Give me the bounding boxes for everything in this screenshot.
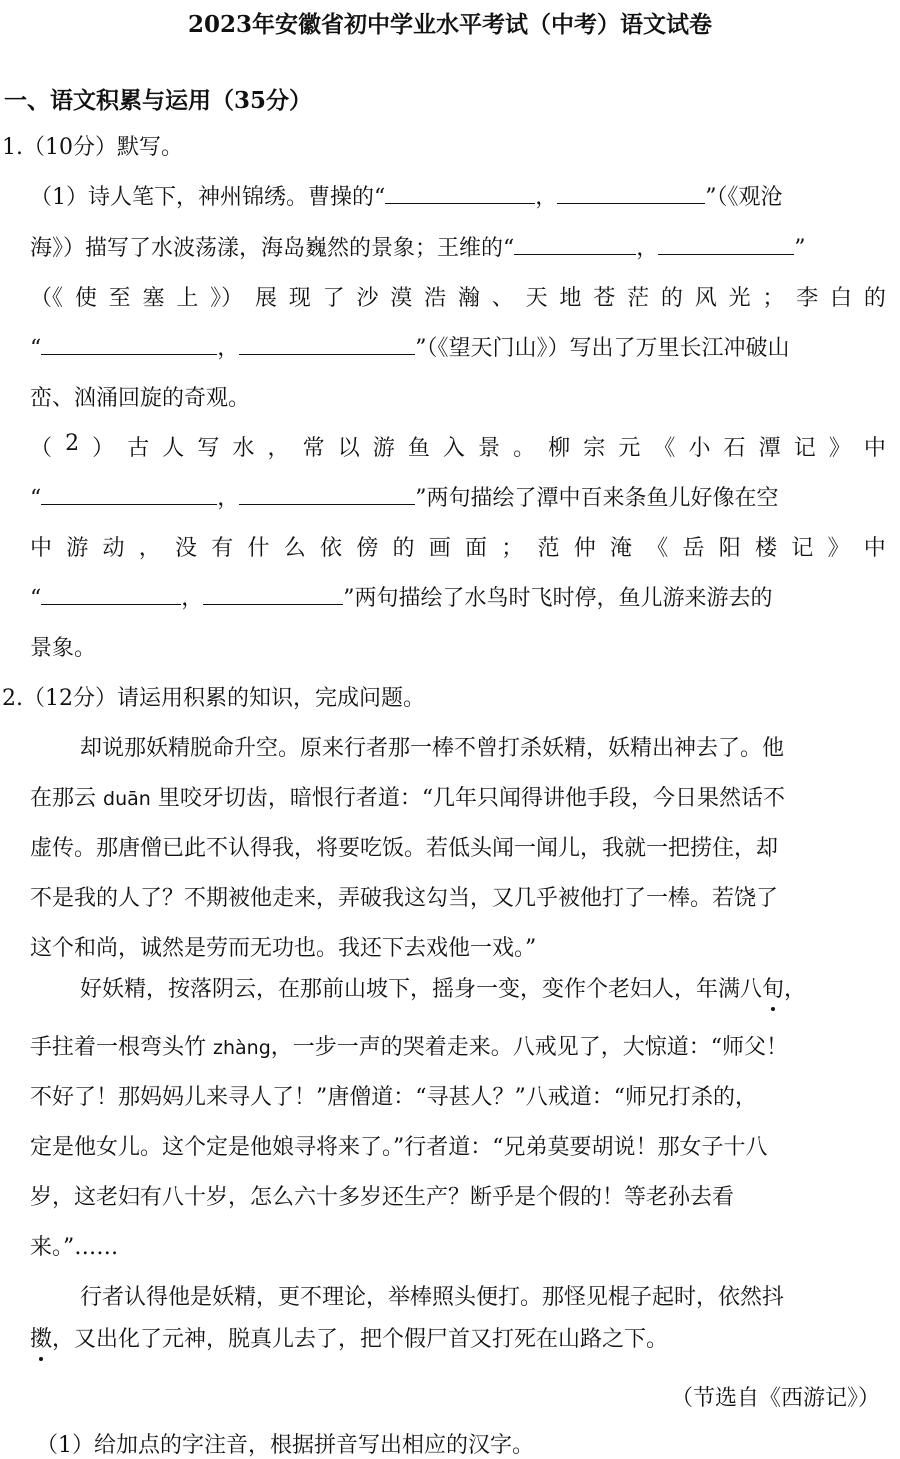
q1-line-9: “ ， ”两句描绘了水鸟时飞时停，鱼儿游来游去的: [30, 586, 773, 611]
dotted-character: 擞: [30, 1327, 53, 1352]
text-segment: 淹: [610, 536, 633, 561]
passage-line: 手拄着一根弯头竹 zhàng，一步一声的哭着走来。八戒见了，大惊道：“师父！: [30, 1035, 789, 1060]
text-segment: 楼: [755, 536, 778, 561]
text-segment: 常: [302, 436, 325, 461]
text-segment: 的: [863, 286, 886, 311]
text-segment: 潭: [758, 436, 781, 461]
text-segment: 上: [176, 286, 199, 311]
text-segment: 的: [660, 286, 683, 311]
page-title: 2023年安徽省初中学业水平考试（中考）语文试卷: [187, 11, 712, 38]
q1-line-3: [30, 281, 886, 312]
text-segment: 柳: [548, 436, 571, 461]
text-segment: 么: [283, 536, 306, 561]
text-segment: 的: [392, 536, 415, 561]
passage-line: 不是我的人了？不期被他走来，弄破我这勾当，又几乎被他打了一棒。若饶了: [30, 886, 779, 911]
text-segment: 仲: [573, 536, 596, 561]
text-segment: 浩: [424, 286, 447, 311]
answer-blank[interactable]: [203, 586, 343, 605]
text-segment: ；: [762, 286, 785, 311]
text-segment: 以: [337, 436, 360, 461]
passage-line: 虚传。那唐僧已此不认得我，将要吃饭。若低头闻一闻儿，我就一把捞住，却: [30, 836, 779, 861]
text-segment: 有: [211, 536, 234, 561]
text-segment: 光: [728, 286, 751, 311]
answer-blank[interactable]: [557, 185, 705, 204]
text-segment: 石: [723, 436, 746, 461]
text-segment: 中: [863, 536, 886, 561]
text-segment: 动: [102, 536, 125, 561]
text-segment: （: [30, 436, 53, 461]
text-segment: ，: [138, 536, 161, 561]
answer-blank[interactable]: [41, 586, 181, 605]
text-segment: 画: [428, 536, 451, 561]
text-segment: 范: [537, 536, 560, 561]
section-heading: 一、语文积累与运用（35分）: [4, 87, 313, 114]
text-segment: 漠: [390, 286, 413, 311]
answer-blank[interactable]: [385, 185, 535, 204]
text-segment: 》）: [210, 286, 244, 311]
passage-line: 擞，又出化了元神，脱真儿去了，把个假尸首又打死在山路之下。: [30, 1327, 669, 1352]
text-segment: 记: [793, 436, 816, 461]
text-segment: 阳: [718, 536, 741, 561]
passage-source: （节选自《西游记》）: [670, 1386, 880, 1411]
passage-line: 这个和尚，诚然是劳而无功也。我还下去戏他一戏。”: [30, 936, 537, 961]
text-segment: 至: [108, 286, 131, 311]
q1-line-4: “ ， ”（《望天门山》）写出了万里长江冲破山: [30, 336, 790, 361]
text-segment: 入: [442, 436, 465, 461]
q1-text: ”两句描绘了水鸟时飞时停，鱼儿游来游去的: [343, 586, 773, 611]
text-segment: 面: [465, 536, 488, 561]
text-segment: 茫: [627, 286, 650, 311]
text-segment: 中: [863, 436, 886, 461]
text-segment: 现: [288, 286, 311, 311]
q1-text: （1）诗人笔下，神州锦绣。曹操的“: [30, 185, 386, 210]
text-segment: 游: [66, 536, 89, 561]
text-segment: 》: [827, 536, 850, 561]
passage-line: 在那云 duān 里咬牙切齿，暗恨行者道：“几年只闻得讲他手段，今日果然话不: [30, 786, 786, 811]
text-segment: 小: [688, 436, 711, 461]
text-segment: 傍: [356, 536, 379, 561]
text-segment: 《: [653, 436, 676, 461]
answer-blank[interactable]: [41, 336, 217, 355]
text-segment: 依: [320, 536, 343, 561]
text-segment: 李: [796, 286, 819, 311]
text-segment: 展: [254, 286, 277, 311]
text-segment: 、: [491, 286, 514, 311]
text-segment: 没: [175, 536, 198, 561]
passage-line: 好妖精，按落阴云，在那前山坡下，摇身一变，变作个老妇人，年满八旬，: [80, 977, 807, 1002]
text-segment: 天: [525, 286, 548, 311]
pinyin-prompt: zhàng: [213, 1037, 271, 1059]
text-segment: 白: [830, 286, 853, 311]
sub-question-1: （1）给加点的字注音，根据拼音写出相应的汉字。: [36, 1433, 534, 1458]
text-segment: 》: [828, 436, 851, 461]
text-segment: 记: [791, 536, 814, 561]
text-segment: 古: [127, 436, 150, 461]
pinyin-prompt: duān: [103, 788, 151, 810]
passage-line: 定是他女儿。这个定是他娘寻将来了。”行者道：“兄弟莫要胡说！那女子十八: [30, 1135, 768, 1160]
text-segment: ；: [501, 536, 524, 561]
passage-line: 岁，这老妇有八十岁，怎么六十多岁还生产？断乎是个假的！等老孙去看: [30, 1185, 735, 1210]
text-segment: 《: [646, 536, 669, 561]
text-segment: 瀚: [457, 286, 480, 311]
answer-blank[interactable]: [239, 336, 415, 355]
text-segment: 元: [618, 436, 641, 461]
text-segment: 。: [513, 436, 536, 461]
q1-line-1: （1）诗人笔下，神州锦绣。曹操的“ ， ”（《观沧: [30, 185, 783, 210]
text-segment: ）: [92, 436, 115, 461]
q1-line-2: 海》）描写了水波荡漾，海岛巍然的景象；王维的“ ， ”: [30, 236, 806, 261]
text-segment: （《: [30, 286, 64, 311]
text-segment: 中: [30, 536, 53, 561]
passage-line: 却说那妖精脱命升空。原来行者那一棒不曾打杀妖精，妖精出神去了。他: [80, 736, 785, 761]
q1-line-8: [30, 531, 886, 562]
text-segment: 鱼: [407, 436, 430, 461]
answer-blank[interactable]: [239, 486, 415, 505]
text-segment: 沙: [356, 286, 379, 311]
text-segment: 景: [478, 436, 501, 461]
q1-line-5: 峦、汹涌回旋的奇观。: [30, 386, 251, 411]
q1-line-6: [30, 431, 886, 462]
text-segment: 游: [372, 436, 395, 461]
q1-line-7: “ ， ”两句描绘了潭中百来条鱼儿好像在空: [30, 486, 779, 511]
question-2-heading: 2.（12分）请运用积累的知识，完成问题。: [2, 686, 425, 711]
question-1-heading: 1.（10分）默写。: [2, 135, 183, 160]
text-segment: 宗: [583, 436, 606, 461]
q1-text: 海》）描写了水波荡漾，海岛巍然的景象；王维的“: [30, 236, 515, 261]
text-segment: 写: [197, 436, 220, 461]
passage-line: 行者认得他是妖精，更不理论，举棒照头便打。那怪见棍子起时，依然抖: [80, 1285, 785, 1310]
text-segment: 水: [232, 436, 255, 461]
q1-text: ”两句描绘了潭中百来条鱼儿好像在空: [415, 486, 779, 511]
q1-text: ”（《望天门山》）写出了万里长江冲破山: [415, 336, 790, 361]
text-segment: 苍: [593, 286, 616, 311]
passage-line: 不好了！那妈妈儿来寻人了！”唐僧道：“寻甚人？”八戒道：“师兄打杀的，: [30, 1085, 757, 1110]
text-segment: 了: [322, 286, 345, 311]
text-segment: 使: [74, 286, 97, 311]
text-segment: 地: [559, 286, 582, 311]
answer-blank[interactable]: [514, 236, 636, 255]
text-segment: 人: [162, 436, 185, 461]
text-segment: 什: [247, 536, 270, 561]
passage-line: 来。”……: [30, 1235, 119, 1260]
q1-text: ”（《观沧: [705, 185, 783, 210]
text-segment: 岳: [682, 536, 705, 561]
dotted-character: 旬: [762, 977, 785, 1002]
text-segment: ，: [267, 436, 290, 461]
text-segment: 风: [694, 286, 717, 311]
q1-line-10: 景象。: [30, 636, 97, 661]
text-segment: 塞: [142, 286, 165, 311]
text-segment: 2: [65, 431, 80, 456]
answer-blank[interactable]: [658, 236, 794, 255]
answer-blank[interactable]: [41, 486, 217, 505]
